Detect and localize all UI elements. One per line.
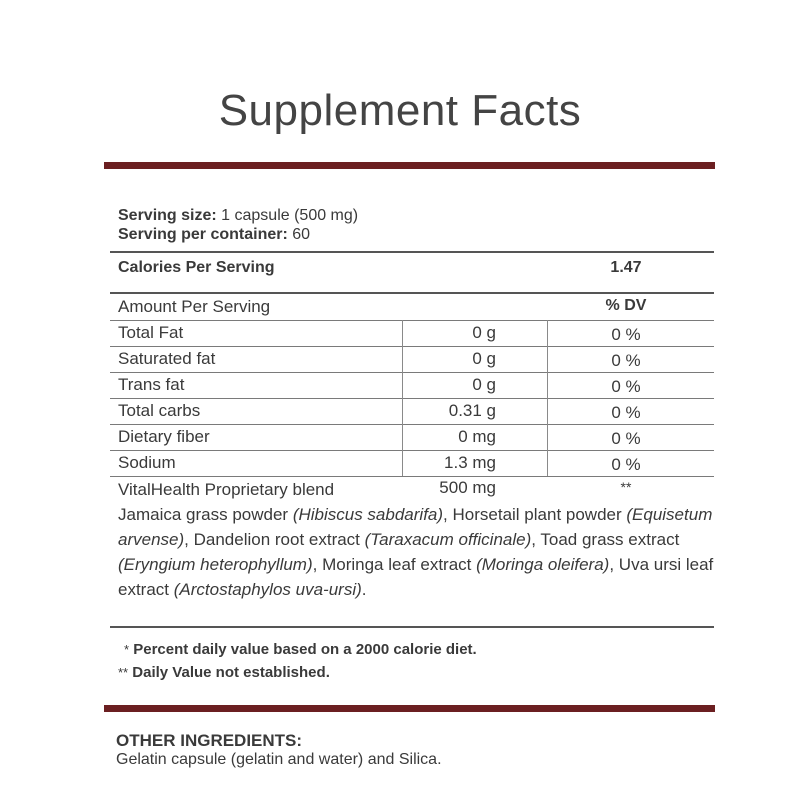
row-dv-trans-fat: 0 % [611, 377, 641, 396]
serving-size-value: 1 capsule (500 mg) [216, 207, 359, 224]
servings-per-container [118, 225, 310, 244]
blend-value: 500 mg [439, 478, 496, 497]
ingredient-name: Moringa leaf extract [322, 555, 477, 574]
ingredient-latin: (Equisetum arvense) [118, 505, 713, 549]
ingredient-latin: (Moringa oleifera) [476, 555, 610, 574]
top-divider-bar [104, 162, 715, 169]
other-ingredients-text: Gelatin capsule (gelatin and water) and Silica. [116, 751, 442, 768]
footnote-dv-not-established [118, 664, 330, 681]
divider [110, 251, 714, 253]
row-label-total-fat: Total Fat [118, 323, 184, 342]
ingredient-separator: , [609, 555, 619, 574]
blend-ingredients [118, 502, 718, 602]
column-divider [547, 320, 548, 476]
ingredient-latin: (Hibiscus sabdarifa) [292, 505, 444, 524]
bottom-divider-bar [104, 705, 715, 712]
servings-per-container-label: Serving per container: [118, 226, 288, 243]
row-label-sodium: Sodium [118, 453, 176, 472]
other-ingredients-heading: OTHER INGREDIENTS: [116, 731, 303, 750]
blend-dv: ** [620, 479, 632, 495]
row-divider [110, 476, 714, 477]
ingredient-separator: , [184, 530, 194, 549]
row-divider [110, 320, 714, 321]
page-title: Supplement Facts [218, 86, 582, 135]
divider [110, 626, 714, 628]
footnote-text: Daily Value not established. [128, 664, 330, 681]
ingredient-latin: (Arctostaphylos uva-ursi) [173, 580, 362, 599]
serving-size-label: Serving size: [118, 207, 217, 224]
row-value-dietary-fiber: 0 mg [458, 427, 496, 446]
serving-size [118, 206, 358, 225]
row-value-trans-fat: 0 g [472, 375, 496, 394]
calories-value: 1.47 [610, 259, 642, 276]
footnote-text: Percent daily value based on a 2000 calorie diet. [129, 641, 477, 658]
row-divider [110, 424, 714, 425]
row-divider [110, 398, 714, 399]
ingredient-latin: (Eryngium heterophyllum) [118, 555, 313, 574]
row-label-saturated-fat: Saturated fat [118, 349, 216, 368]
footnote-marker: ** [118, 665, 129, 680]
row-value-total-carbs: 0.31 g [448, 401, 496, 420]
row-label-total-carbs: Total carbs [118, 401, 201, 420]
ingredient-separator: . [361, 580, 367, 599]
footnote-percent-dv [124, 641, 477, 658]
row-divider [110, 346, 714, 347]
row-dv-total-fat: 0 % [611, 325, 641, 344]
row-value-saturated-fat: 0 g [472, 349, 496, 368]
row-dv-dietary-fiber: 0 % [611, 429, 641, 448]
row-divider [110, 450, 714, 451]
calories-label: Calories Per Serving [118, 259, 275, 276]
amount-header: Amount Per Serving [118, 297, 271, 316]
ingredient-name: Horsetail plant powder [452, 505, 627, 524]
ingredient-name: Dandelion root extract [193, 530, 365, 549]
row-value-total-fat: 0 g [472, 323, 496, 342]
row-divider [110, 372, 714, 373]
ingredient-name: Jamaica grass powder [118, 505, 293, 524]
dv-header: % DV [605, 297, 647, 314]
ingredient-separator: , [531, 530, 541, 549]
ingredient-separator: , [312, 555, 323, 574]
row-dv-total-carbs: 0 % [611, 403, 641, 422]
ingredient-name: Uva ursi leaf extract [118, 555, 714, 599]
ingredient-latin: (Taraxacum officinale) [364, 530, 532, 549]
footnote-marker: * [124, 642, 130, 657]
ingredient-separator: , [443, 505, 453, 524]
servings-per-container-value: 60 [287, 226, 311, 243]
row-dv-saturated-fat: 0 % [611, 351, 641, 370]
row-label-dietary-fiber: Dietary fiber [118, 427, 210, 446]
row-value-sodium: 1.3 mg [444, 453, 496, 472]
ingredient-name: Toad grass extract [540, 530, 680, 549]
divider [110, 292, 714, 294]
row-dv-sodium: 0 % [611, 455, 641, 474]
blend-label: VitalHealth Proprietary blend [118, 480, 335, 499]
row-label-trans-fat: Trans fat [118, 375, 185, 394]
